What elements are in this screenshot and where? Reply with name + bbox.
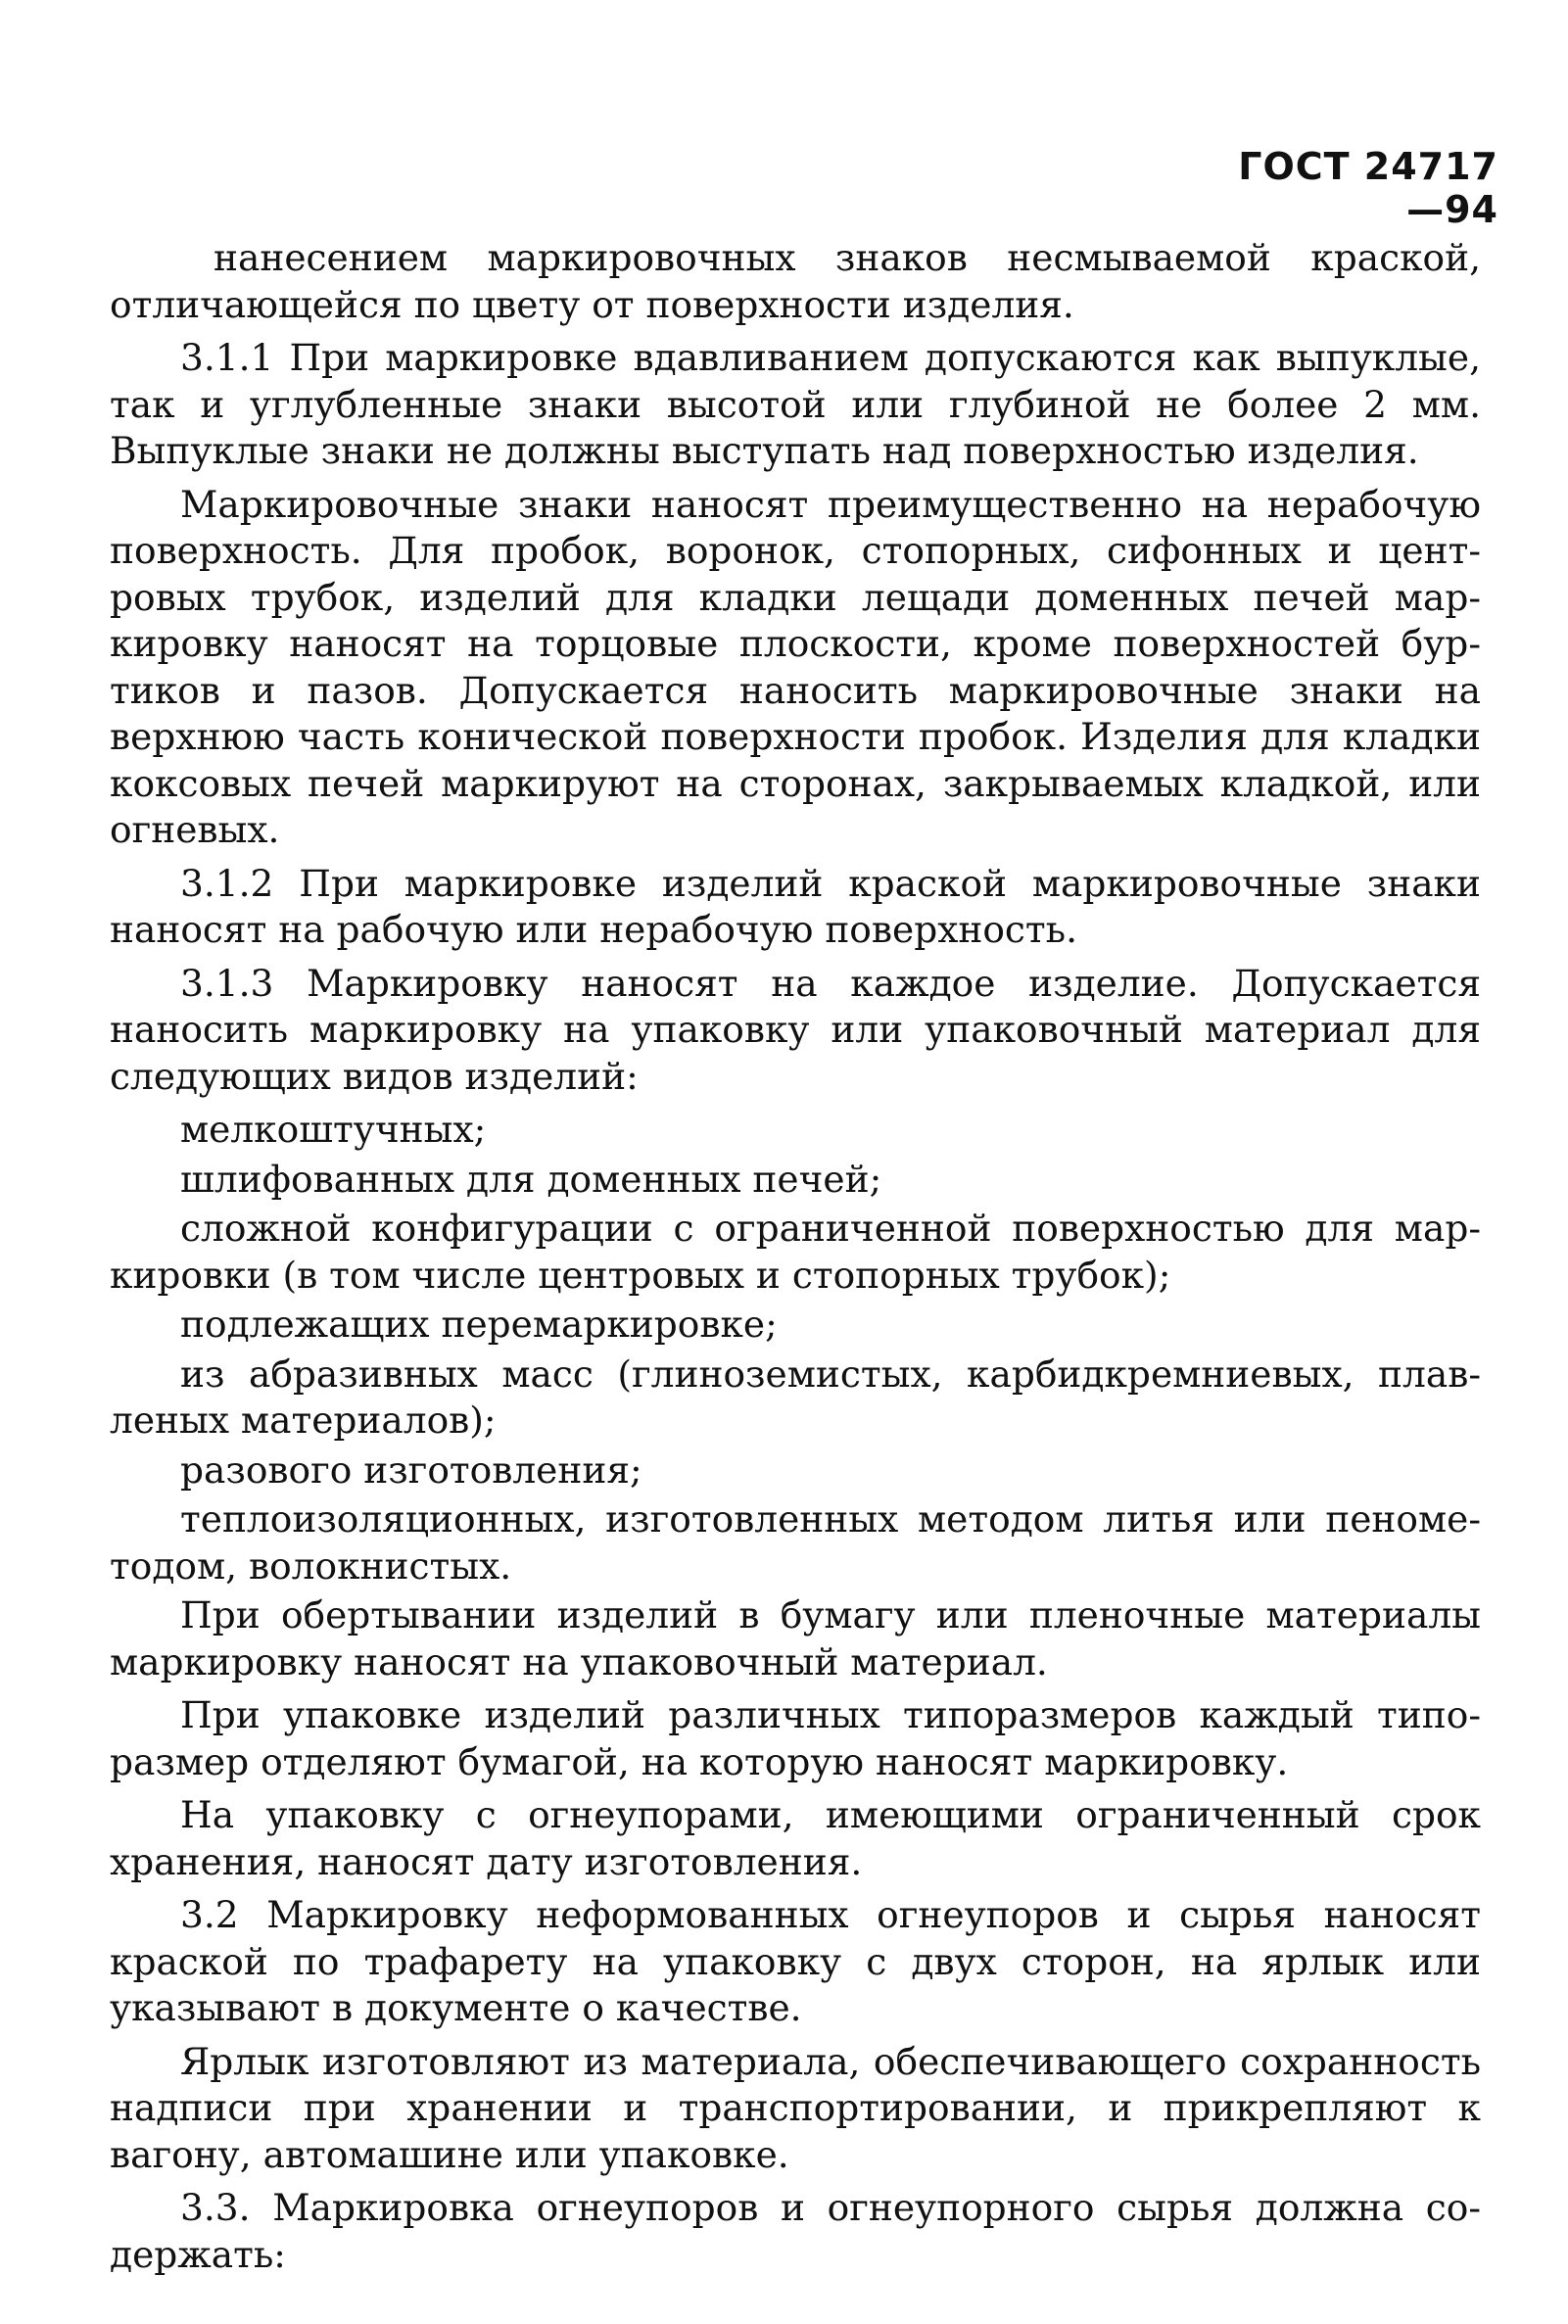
standard-code-header: ГОСТ 24717—94	[1238, 145, 1498, 231]
list-item-heat-insulating: теплоизоляционных, изготовленных методом литья или пенометодом, волокнистых.	[110, 1497, 1481, 1588]
clause-3-3: 3.3. Маркировка огнеупоров и огнеупорного сырья должна содержать:	[110, 2186, 1481, 2276]
list-item-small-piece: мелкоштучных;	[180, 1108, 487, 1151]
clause-3-2: 3.2 Маркировку неформованных огнеупоров и сырья наносят краской по трафарету на упаковку с двух сторон, на ярлык или указывают в документе о качестве.	[110, 1893, 1481, 2029]
paragraph-marking-surfaces: Маркировочные знаки наносят преимущественно на нерабочую поверхность. Для пробок, воронок, стопорных, сифонных и центровых трубок, изделий для кладки лещади доменных печей маркировку наносят на торцовые плоскости, кроме поверхностей буртиков и пазов. Допускается наносить маркировочные знаки на верхнюю часть конической поверхности пробок. Изделия для кладки коксовых печей маркируют на сторонах, закрываемых кладкой, или огневых.	[110, 482, 1481, 851]
list-item-abrasive-masses: из абразивных масс (глиноземистых, карбидкремниевых, плавленых материалов);	[110, 1352, 1481, 1442]
clause-3-1-2: 3.1.2 При маркировке изделий краской маркировочные знаки наносят на рабочую или нерабочую поверхность.	[110, 861, 1481, 951]
clause-3-1-1: 3.1.1 При маркировке вдавливанием допускаются как выпуклые, так и углубленные знаки высотой или глубиной не более 2 мм. Выпуклые знаки не должны выступать над поверхностью изделия.	[110, 336, 1481, 472]
list-item-ground: шлифованных для доменных печей;	[180, 1157, 882, 1201]
list-item-one-time: разового изготовления;	[180, 1447, 642, 1492]
paragraph-continuation: нанесением маркировочных знаков несмываемой краской, отличающейся по цвету от поверхности изделия.	[110, 236, 1481, 326]
paragraph-label: Ярлык изготовляют из материала, обеспечивающего сохранность надписи при хранении и транспортировании, и прикрепляют к вагону, автомашине или упаковке.	[110, 2039, 1481, 2176]
body-text	[110, 235, 1481, 2285]
paragraph-wrapping: При обертывании изделий в бумагу или пленочные материалы маркировку наносят на упаковочный материал.	[110, 1593, 1481, 1684]
clause-3-1-3: 3.1.3 Маркировку наносят на каждое изделие. Допускается наносить маркировку на упаковку или упаковочный материал для следующих видов изделий:	[110, 961, 1481, 1098]
list-item-complex-configuration: сложной конфигурации с ограниченной поверхностью для маркировки (в том числе центровых и стопорных трубок);	[110, 1207, 1481, 1297]
paragraph-sizes-separation: При упаковке изделий различных типоразмеров каждый типоразмер отделяют бумагой, на которую наносят маркировку.	[110, 1693, 1481, 1783]
paragraph-shelf-life: На упаковку с огнеупорами, имеющими ограниченный срок хранения, наносят дату изготовления.	[110, 1793, 1481, 1883]
list-item-remarking: подлежащих перемаркировке;	[180, 1303, 778, 1346]
